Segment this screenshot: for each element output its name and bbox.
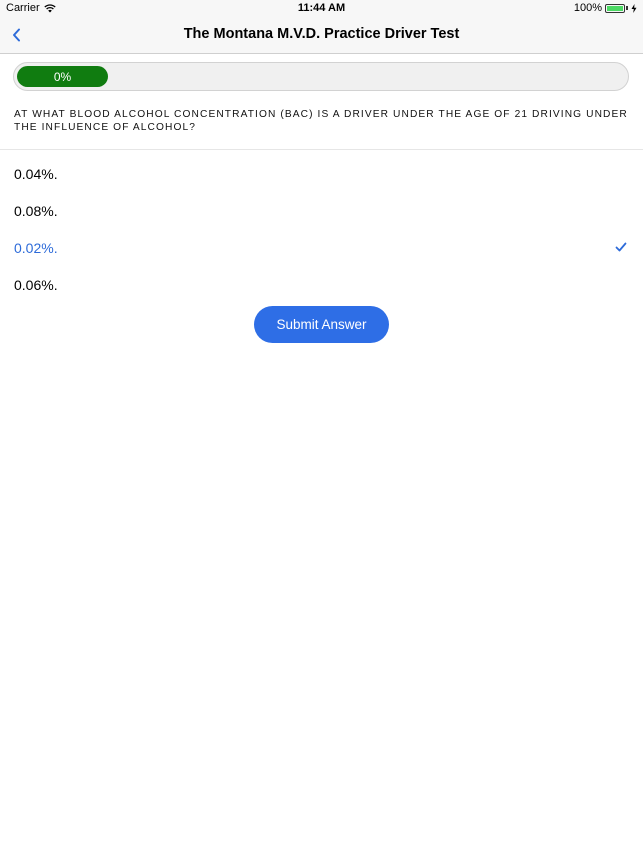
answer-option-label: 0.02%. [14, 239, 58, 256]
answer-option[interactable] [0, 155, 643, 192]
answer-options [0, 155, 643, 303]
answer-option-label: 0.04%. [14, 165, 58, 182]
progress-label: 0% [53, 69, 72, 84]
page-title: The Montana M.V.D. Practice Driver Test [183, 26, 460, 42]
divider [0, 149, 643, 150]
progress-bar [13, 62, 629, 91]
question-text: AT WHAT BLOOD ALCOHOL CONCENTRATION (BAC) IS A DRIVER UNDER THE AGE OF 21 DRIVING UNDER THE INFLUENCE OF ALCOHOL? [14, 109, 628, 133]
status-right [574, 2, 637, 14]
answer-option[interactable] [0, 192, 643, 229]
submit-answer-button[interactable]: Submit Answer [254, 306, 389, 343]
charging-icon [631, 4, 637, 13]
battery-icon [605, 4, 625, 13]
carrier-label: Carrier [6, 2, 40, 14]
battery-percent: 100% [573, 2, 602, 14]
progress-fill [17, 66, 108, 87]
answer-option-label: 0.08%. [14, 202, 58, 219]
status-bar [0, 0, 643, 18]
answer-option-selected[interactable] [0, 229, 643, 266]
answer-option[interactable] [0, 266, 643, 303]
checkmark-icon [615, 241, 627, 253]
answer-option-label: 0.06%. [14, 276, 58, 293]
navigation-bar [0, 18, 643, 54]
status-time: 11:44 AM [297, 2, 346, 14]
